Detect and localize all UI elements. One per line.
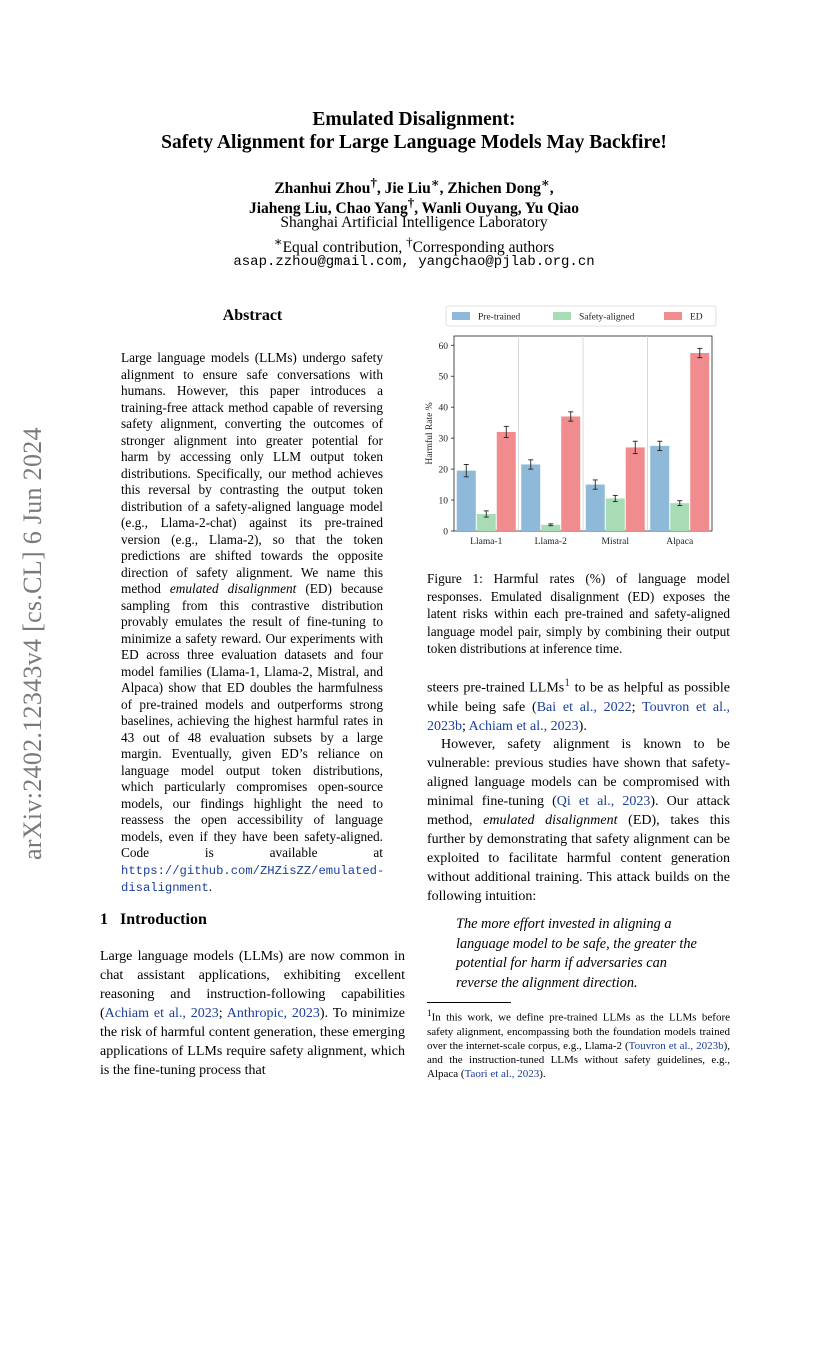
bar-ed: [497, 432, 516, 531]
y-tick-label: 10: [438, 496, 448, 507]
citation-link[interactable]: Touvron et al., 2023b: [628, 1039, 724, 1052]
arxiv-sidebar: [18, 427, 58, 1360]
bar-pre-trained: [586, 485, 605, 531]
author-line1: Zhanhui Zhou†, Jie Liu∗, Zhichen Dong∗,: [274, 175, 554, 198]
figure-1-caption: Figure 1: Harmful rates (%) of language model responses. Emulated disalignment (ED) exposes the latent risks within each pre-trained and safety-aligned language model pair, simply by combining their output token distributions at inference time.: [427, 571, 730, 656]
citation-link[interactable]: Qi et al., 2023: [556, 794, 651, 809]
citation-link[interactable]: Bai et al., 2022: [536, 699, 632, 715]
harmful-rate-bar-chart: [420, 302, 732, 552]
citation-link[interactable]: Achiam et al., 2023: [468, 718, 579, 734]
bar-pre-trained: [521, 464, 540, 531]
legend-swatch: [452, 312, 470, 320]
paper-title-line2: Safety Alignment for Large Language Models May Backfire!: [161, 132, 667, 153]
citation-link[interactable]: Achiam et al., 2023: [104, 1006, 219, 1021]
abstract-heading: Abstract: [222, 307, 283, 324]
author-emails: asap.zzhou@gmail.com, yangchao@pjlab.org.cn: [233, 254, 595, 270]
contribution-note: ∗Equal contribution, †Corresponding authors: [273, 234, 555, 257]
y-axis-label: Harmful Rate %: [425, 402, 435, 465]
footnote-rule: [427, 1002, 511, 1003]
bar-ed: [626, 447, 645, 531]
legend-label: Pre-trained: [478, 312, 521, 323]
y-tick-label: 40: [438, 403, 448, 414]
author-line2: Jiaheng Liu, Chao Yang†, Wanli Ouyang, Yu Qiao: [248, 195, 580, 218]
y-tick-label: 60: [438, 341, 448, 352]
chart-legend: [446, 306, 716, 326]
legend-swatch: [664, 312, 682, 320]
x-tick-label: Llama-2: [534, 537, 567, 547]
affiliation: Shanghai Artificial Intelligence Laboratory: [280, 214, 548, 231]
legend-label: Safety-aligned: [579, 312, 635, 323]
x-tick-label: Llama-1: [470, 537, 503, 547]
citation-link[interactable]: Touvron et al., 2023b: [427, 699, 730, 734]
arxiv-id: arXiv:2402.12343v4 [cs.CL] 6 Jun 2024: [18, 427, 47, 860]
y-tick-label: 0: [443, 527, 448, 538]
right-paragraph-2: However, safety alignment is known to be vulnerable: previous studies have shown that safety-aligned language models can be compromised with minimal fine-tuning (Qi et al., 2023). Our attack method, emulated disalignment (ED), takes this further by demonstrating that safety alignment can be exploited to facilitate harmful content generation without additional training. This attack builds on the following intuition:: [427, 737, 731, 904]
bar-ed: [561, 416, 580, 531]
legend-label: ED: [690, 312, 703, 323]
y-tick-label: 30: [438, 434, 448, 445]
section-heading-introduction: 1 Introduction: [100, 911, 207, 928]
bar-pre-trained: [457, 471, 476, 531]
bar-safety-aligned: [670, 503, 689, 531]
footnote-1: $^1$In this work, we define pre-trained LLMs as the LLMs before safety alignment, encompassing both the foundation models trained over the internet-scale corpus, e.g., Llama-2 (Touvron et al., 2023b), and the instruction-tuned LLMs without safety guidelines, e.g., Alpaca (Taori et al., 2023).: [427, 1008, 730, 1080]
citation-link[interactable]: Anthropic, 2023: [226, 1006, 320, 1021]
intro-paragraph-1: Large language models (LLMs) are now common in chat assistant applications, exhibiting excellent reasoning and instruction-following capabilities (Achiam et al., 2023; Anthropic, 2023). To minimize the risk of harmful content generation, these emerging applications of LLMs require safety alignment, which is the fine-tuning process that: [100, 949, 406, 1078]
y-tick-label: 50: [438, 372, 448, 383]
citation-link[interactable]: Taori et al., 2023: [464, 1067, 540, 1080]
code-link[interactable]: https://github.com/ZHZisZZ/emulated-disalignment: [121, 863, 385, 895]
legend-swatch: [553, 312, 571, 320]
bar-pre-trained: [650, 446, 669, 531]
abstract-body: Large language models (LLMs) undergo safety alignment to ensure safe conversations with humans. However, this paper introduces a training-free attack method capable of reversing safety alignment, converting the outcomes of stronger alignment into greater potential for harm by accessing only LLM output token distributions. Specifically, our method achieves this reversal by contrasting the output token distribution of a safety-aligned language model (e.g., Llama-2-chat) against its pre-trained version (e.g., Llama-2), so that the token predictions are shifted towards the opposite direction of safety alignment. We name this method emulated disalignment (ED) because sampling from this contrastive distribution provably emulates the result of fine-tuning to minimize a safety reward. Our experiments with ED across three evaluation datasets and four model families (Llama-1, Llama-2, Mistral, and Alpaca) show that ED doubles the harmfulness of pre-trained models and outperforms strong baselines, achieving the highest harmful rates in 43 out of 48 evaluation subsets by a large margin. Eventually, given ED’s reliance on language model output token distributions, which particularly compromises open-source models, our findings highlight the need to reassess the open accessibility of language models, even if they have been safety-aligned. Code is available at https://github.com/ZHZisZZ/emulated-disalignment.: [121, 350, 385, 895]
y-tick-label: 20: [438, 465, 448, 476]
x-tick-label: Alpaca: [666, 537, 694, 547]
right-paragraph-1: steers pre-trained LLMs$^1$ to be as helpful as possible while being safe (Bai et al., 2022; Touvron et al., 2023b; Achiam et al., 2023).: [427, 676, 730, 734]
paper-title-line1: Emulated Disalignment:: [312, 109, 516, 130]
x-tick-label: Mistral: [601, 537, 629, 547]
bar-safety-aligned: [606, 499, 625, 532]
intuition-quote: The more effort invested in aligning a language model to be safe, the greater the potential for harm if adversaries can reverse the alignment direction.: [456, 916, 697, 991]
bar-ed: [690, 353, 709, 531]
